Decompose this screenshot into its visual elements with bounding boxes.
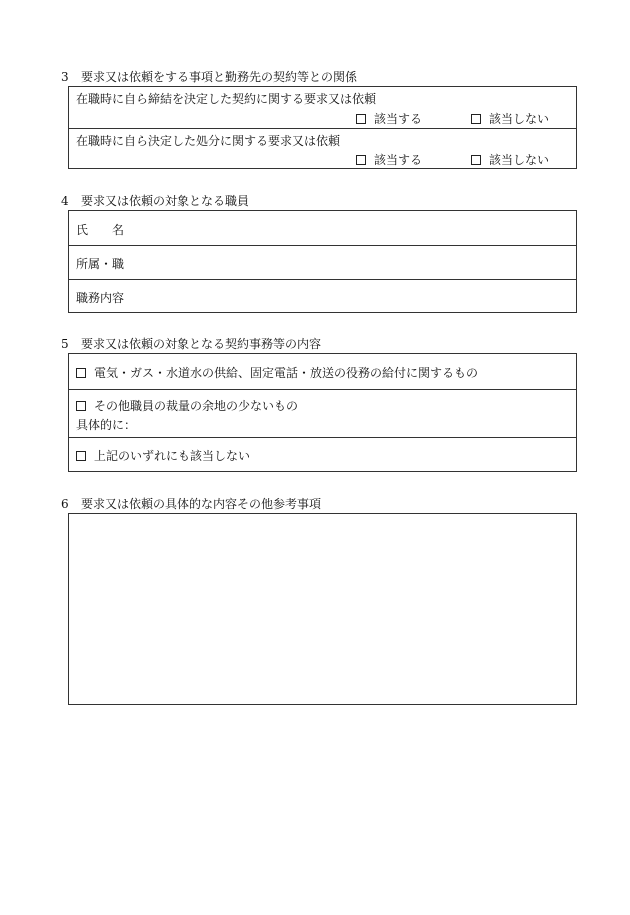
disposition-yes-option[interactable] [356,151,422,168]
section-6-title-text: 要求又は依頼の具体的な内容その他参考事項 [81,497,322,511]
section-5-number: 5 [61,337,69,351]
checkbox[interactable] [471,155,481,165]
section-4-title-text: 要求又は依頼の対象となる職員 [81,194,250,208]
checkbox[interactable] [356,155,366,165]
staff-duty-row[interactable] [69,279,576,313]
staff-name-label: 氏 名 [76,223,125,237]
disposition-no-option[interactable] [471,151,549,168]
staff-name-row[interactable] [69,211,576,245]
contract-no-label: 該当しない [489,112,550,126]
contract-yes-label: 該当する [374,112,423,126]
disposition-no-label: 該当しない [489,153,550,167]
section-5-title [61,335,321,352]
contract-question: 在職時に自ら締結を決定した契約に関する要求又は依頼 [76,92,377,106]
checkbox[interactable] [471,114,481,124]
other-option-detail-label: 具体的に： [76,418,137,432]
contract-yes-option[interactable] [356,110,422,127]
utility-option-label: 電気・ガス・水道水の供給、固定電話・放送の役務の給付に関するもの [94,366,479,380]
section-6-title [61,495,321,512]
other-option[interactable] [76,397,298,414]
section-4-number: 4 [61,194,69,208]
checkbox[interactable] [76,368,86,378]
section-5-title-text: 要求又は依頼の対象となる契約事務等の内容 [81,337,322,351]
relationship-row-contract [69,87,576,128]
none-option-row [69,437,576,472]
disposition-question: 在職時に自ら決定した処分に関する要求又は依頼 [76,134,341,148]
none-option[interactable] [76,447,250,464]
section-6-number: 6 [61,497,69,511]
section-3-number: 3 [61,70,69,84]
other-option-label: その他職員の裁量の余地の少ないもの [94,399,299,413]
utility-option-row [69,354,576,389]
utility-option[interactable] [76,364,478,381]
relationship-table [68,86,577,169]
section-4-title [61,192,249,209]
other-option-row [69,389,576,437]
section-3-title-text: 要求又は依頼をする事項と勤務先の契約等との関係 [81,70,358,84]
checkbox[interactable] [76,451,86,461]
staff-position-row[interactable] [69,245,576,279]
contract-matter-table [68,353,577,472]
disposition-yes-label: 該当する [374,153,423,167]
section-3-title [61,68,357,85]
checkbox[interactable] [356,114,366,124]
staff-duty-label: 職務内容 [76,291,125,305]
checkbox[interactable] [76,401,86,411]
staff-table [68,210,577,313]
relationship-row-disposition [69,128,576,169]
none-option-label: 上記のいずれにも該当しない [94,449,251,463]
details-textarea[interactable] [68,513,577,705]
contract-no-option[interactable] [471,110,549,127]
staff-position-label: 所属・職 [76,257,125,271]
